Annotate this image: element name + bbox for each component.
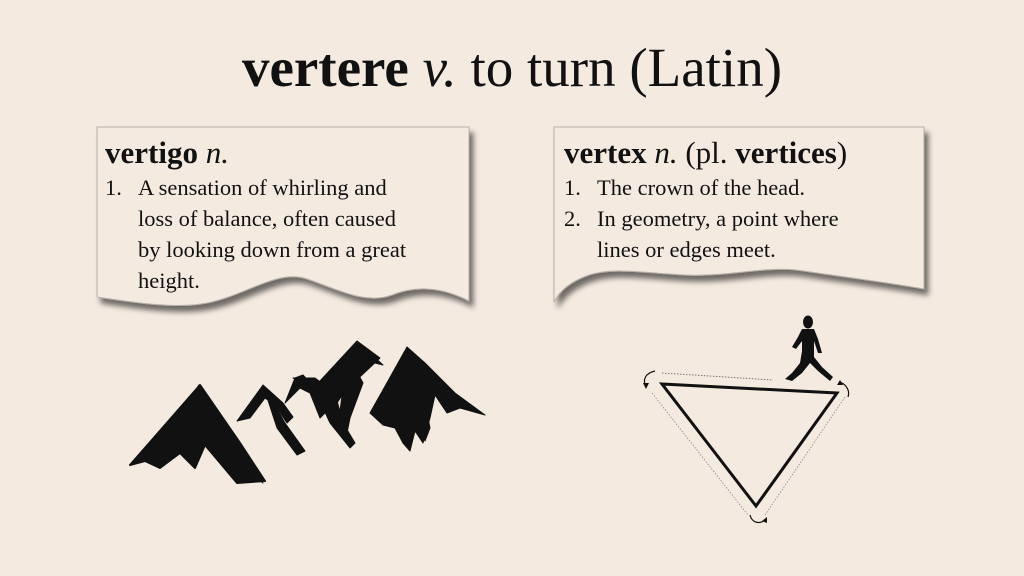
vertigo-definitions [105,172,406,296]
vertex-card [554,127,926,305]
vertigo-headword: vertigo n. [105,135,229,170]
title-pos: v. [422,37,457,98]
vertex-triangle-walker-icon [630,305,860,535]
definition-item: 1. The crown of the head. [564,175,806,200]
definition-item: 1. A sensation of whirling and loss of balance, often caused by looking down from a great height. [105,175,407,293]
vertigo-card [97,127,471,317]
definition-item: 2. In geometry, a point where lines or edges meet. [564,206,839,262]
vertex-headword: vertex n. (pl. vertices) [564,135,848,170]
page-title [0,28,1024,108]
walking-person-icon [785,316,833,382]
mountain-range-icon [125,333,490,493]
title-definition: to turn (Latin) [470,37,783,98]
vertex-definitions [564,172,847,265]
title-word: vertere [241,37,409,98]
